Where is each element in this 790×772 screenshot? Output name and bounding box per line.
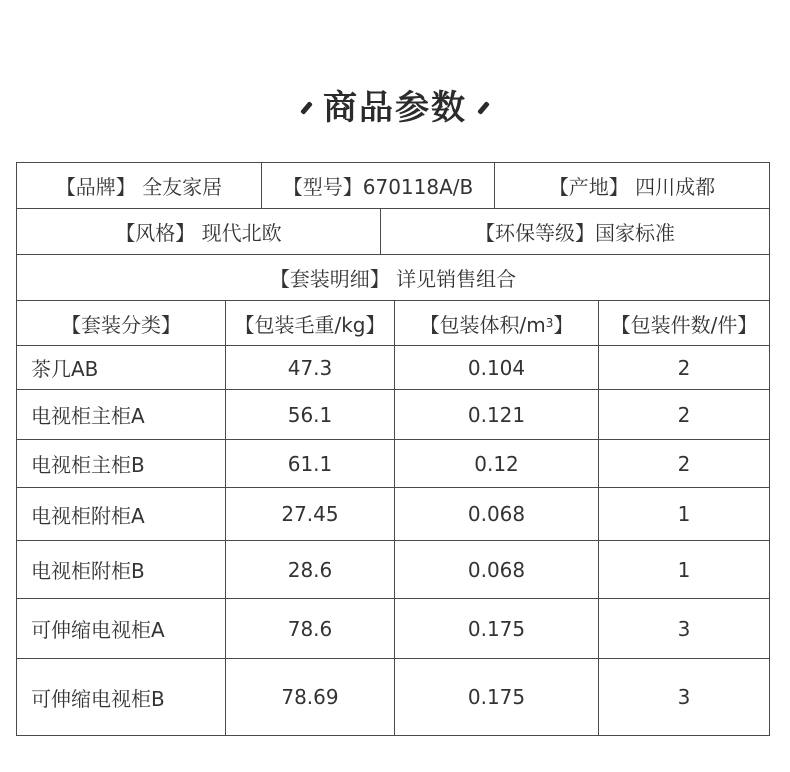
table-row xyxy=(17,390,769,440)
title-bar xyxy=(0,80,790,128)
header-volume-prefix: 【包装体积/m xyxy=(419,312,546,337)
table-header-row xyxy=(17,301,769,346)
model-cell: 【型号】670118A/B xyxy=(262,163,495,208)
eco-level-cell: 【环保等级】国家标准 xyxy=(475,221,675,245)
origin-cell: 【产地】 四川成都 xyxy=(548,175,716,199)
slash-decoration-right xyxy=(477,101,490,115)
row-category: 可伸缩电视柜B xyxy=(17,659,226,735)
row-weight: 47.3 xyxy=(226,346,395,389)
row-weight: 61.1 xyxy=(226,440,395,487)
row-category: 茶几AB xyxy=(17,346,226,389)
header-volume-suffix: 】 xyxy=(553,312,574,337)
row-count: 1 xyxy=(677,557,691,582)
header-category: 【套装分类】 xyxy=(17,301,226,345)
row-weight: 27.45 xyxy=(226,488,395,540)
table-row xyxy=(17,541,769,599)
row-category: 电视柜附柜A xyxy=(17,488,226,540)
row-volume: 0.175 xyxy=(395,599,599,658)
row-count: 1 xyxy=(677,502,691,526)
info-row-1 xyxy=(17,163,769,209)
row-weight: 78.69 xyxy=(226,659,395,735)
table-row xyxy=(17,440,769,488)
table-row xyxy=(17,659,769,735)
row-category: 电视柜附柜B xyxy=(17,541,226,598)
spec-table xyxy=(16,162,770,736)
row-count: 2 xyxy=(677,402,691,427)
set-detail-cell: 【套装明细】 详见销售组合 xyxy=(269,267,517,291)
table-row xyxy=(17,488,769,541)
row-volume: 0.104 xyxy=(395,346,599,389)
header-weight: 【包装毛重/kg】 xyxy=(226,301,395,345)
row-count: 3 xyxy=(677,616,691,641)
row-count: 2 xyxy=(677,451,691,476)
style-cell: 【风格】 现代北欧 xyxy=(17,209,381,254)
row-weight: 78.6 xyxy=(226,599,395,658)
row-volume: 0.121 xyxy=(395,390,599,439)
row-volume: 0.068 xyxy=(395,541,599,598)
slash-decoration-left xyxy=(300,101,313,115)
info-row-3 xyxy=(17,255,769,301)
row-weight: 56.1 xyxy=(226,390,395,439)
row-category: 可伸缩电视柜A xyxy=(17,599,226,658)
row-category: 电视柜主柜A xyxy=(17,390,226,439)
table-row xyxy=(17,346,769,390)
header-volume: 【包装体积/m 3 】 xyxy=(395,301,599,345)
row-count: 3 xyxy=(677,685,691,709)
row-volume: 0.068 xyxy=(395,488,599,540)
table-row xyxy=(17,599,769,659)
brand-cell: 【品牌】 全友家居 xyxy=(17,163,262,208)
row-category: 电视柜主柜B xyxy=(17,440,226,487)
info-row-2 xyxy=(17,209,769,255)
header-count: 【包装件数/件】 xyxy=(610,312,758,337)
row-weight: 28.6 xyxy=(226,541,395,598)
row-volume: 0.175 xyxy=(395,659,599,735)
page-title: 商品参数 xyxy=(323,87,467,128)
row-count: 2 xyxy=(677,355,691,380)
row-volume: 0.12 xyxy=(395,440,599,487)
